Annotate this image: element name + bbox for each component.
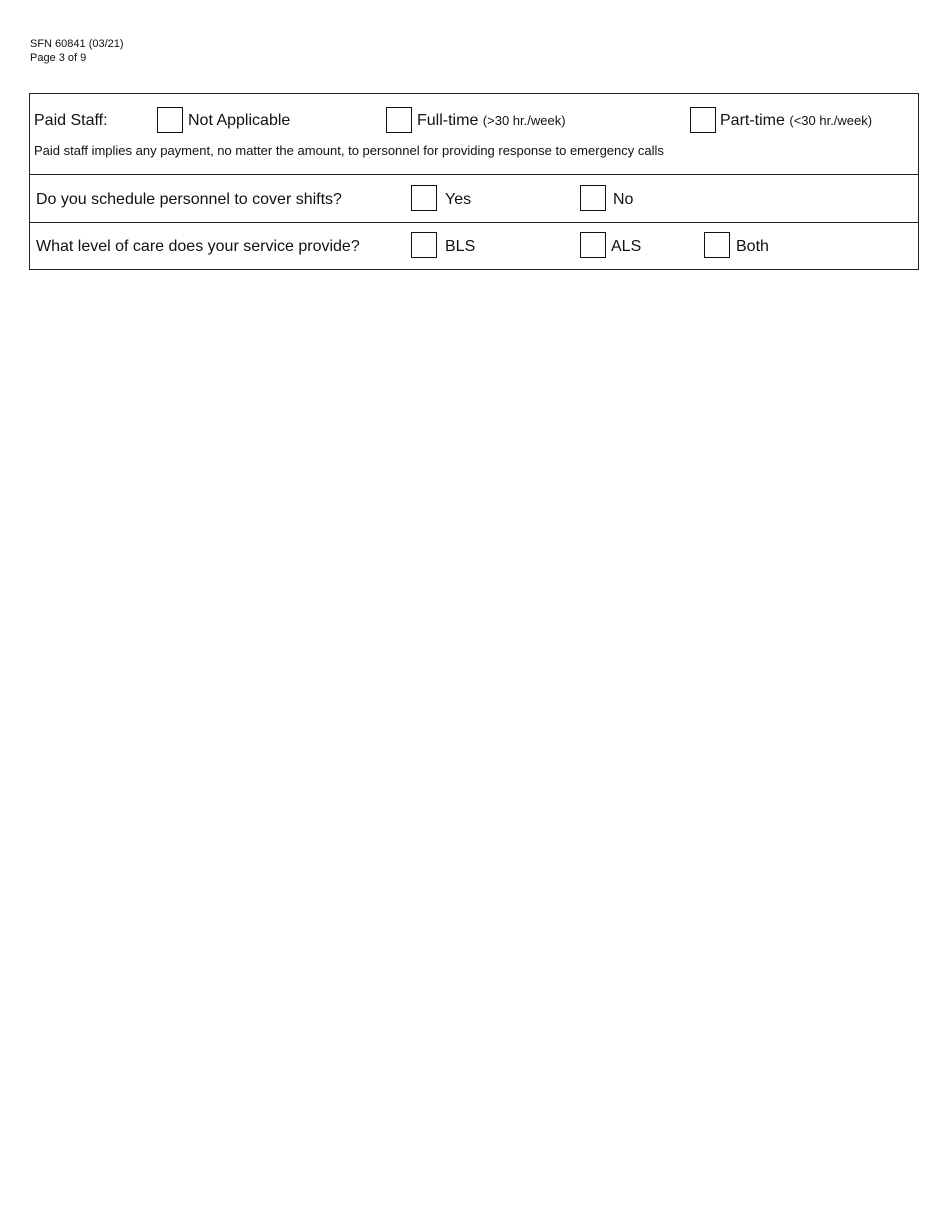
form-header: [30, 37, 124, 65]
part-time-note: (<30 hr./week): [789, 113, 873, 128]
care-als-checkbox[interactable]: [580, 232, 606, 258]
full-time-text: Full-time: [417, 112, 479, 129]
care-als-label: ALS: [611, 238, 642, 255]
schedule-question: Do you schedule personnel to cover shifts?: [36, 191, 342, 208]
schedule-no-checkbox[interactable]: [580, 185, 606, 211]
part-time-checkbox[interactable]: [690, 107, 716, 133]
care-level-row: [30, 223, 918, 270]
paid-staff-label: Paid Staff:: [34, 112, 108, 129]
care-both-checkbox[interactable]: [704, 232, 730, 258]
not-applicable-label: Not Applicable: [188, 112, 291, 129]
care-bls-checkbox[interactable]: [411, 232, 437, 258]
part-time-text: Part-time: [720, 112, 785, 129]
schedule-yes-checkbox[interactable]: [411, 185, 437, 211]
page-label: Page 3 of 9: [30, 52, 87, 64]
full-time-checkbox[interactable]: [386, 107, 412, 133]
not-applicable-checkbox[interactable]: [157, 107, 183, 133]
paid-staff-note: Paid staff implies any payment, no matter the amount, to personnel for providing response to emergency calls: [34, 143, 664, 158]
care-both-label: Both: [736, 238, 769, 255]
full-time-label: [417, 111, 566, 131]
paid-staff-row: [30, 94, 918, 175]
schedule-no-label: No: [613, 191, 634, 208]
form-number: SFN 60841 (03/21): [30, 38, 124, 50]
care-level-question: What level of care does your service provide?: [36, 238, 360, 255]
schedule-yes-label: Yes: [445, 191, 472, 208]
full-time-note: (>30 hr./week): [482, 113, 566, 128]
schedule-row: [30, 175, 918, 223]
part-time-label: [720, 111, 872, 131]
care-bls-label: BLS: [445, 238, 476, 255]
paid-staff-form-table: [29, 93, 919, 270]
